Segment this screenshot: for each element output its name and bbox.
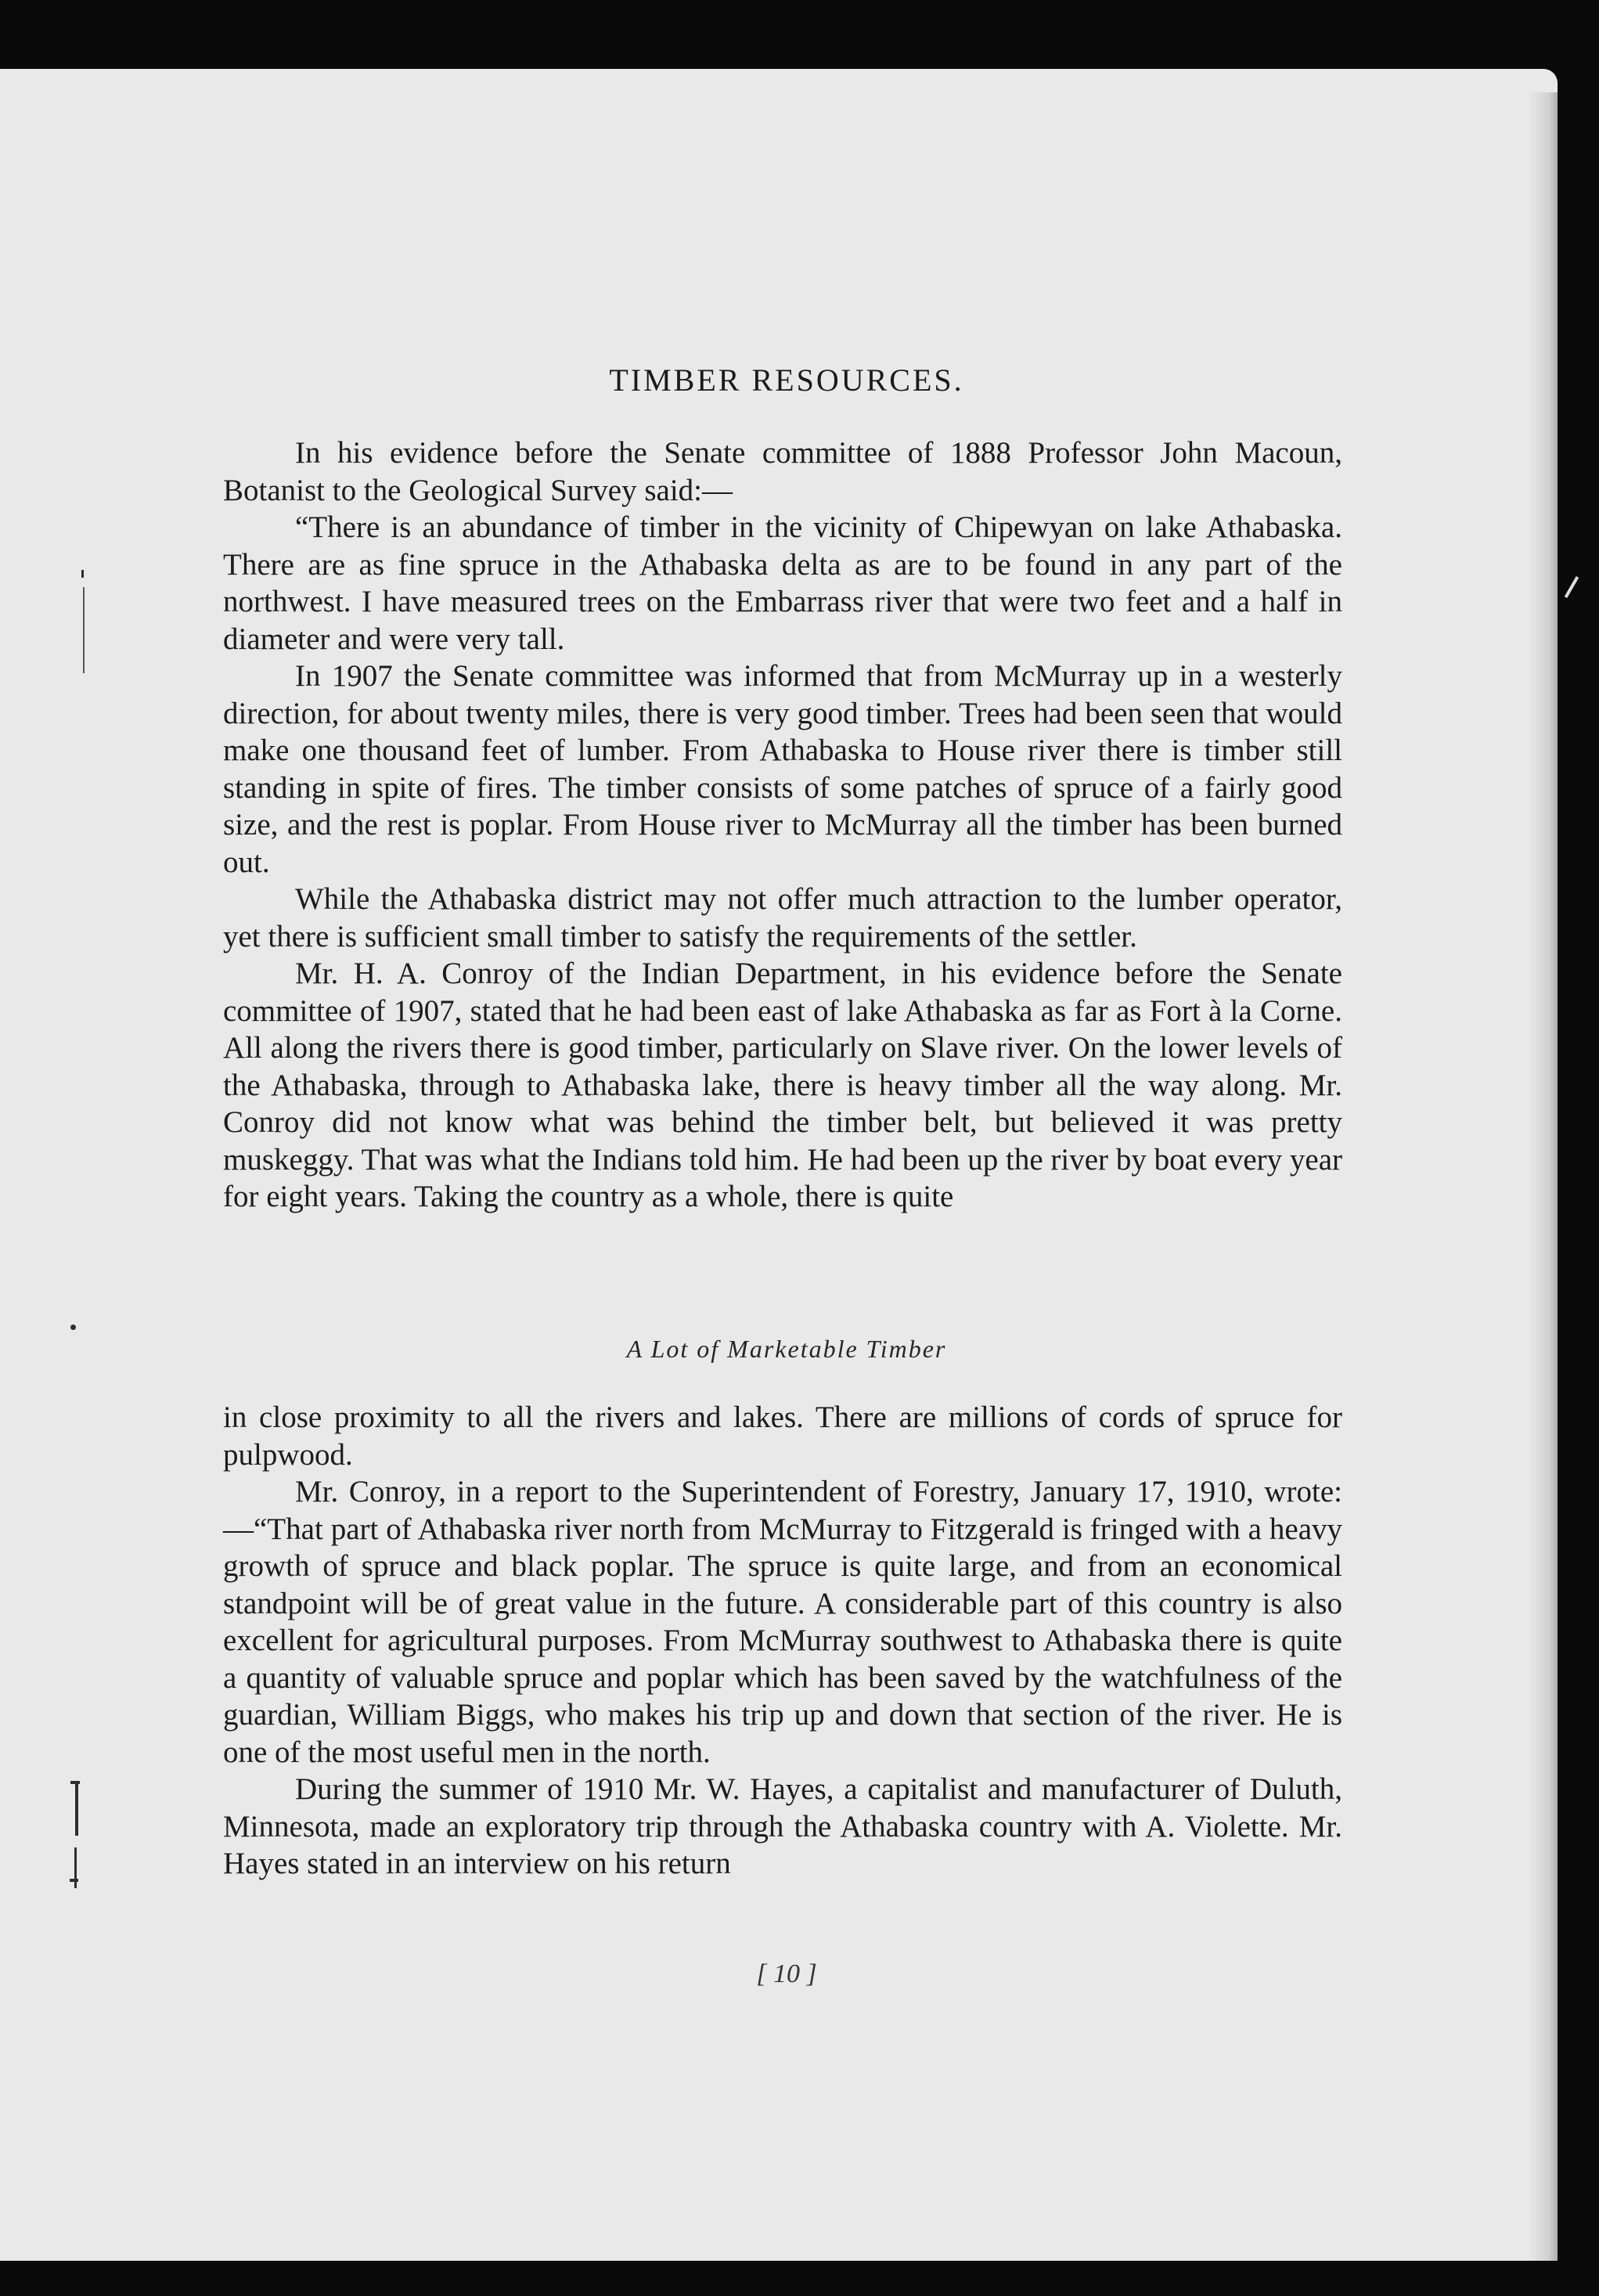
paragraph: In his evidence before the Senate committee of 1888 Professor John Macoun, Botanist to the Geological Survey said:— <box>223 436 1342 507</box>
paragraph: Mr. H. A. Conroy of the Indian Department, in his evidence before the Senate committee of 1907, stated that he had been east of lake Athabaska as far as Fort à la Corne. All along the rivers there is good timber, particularly on Slave river. On the lower levels of the Athabaska, through to Athabaska lake, there is heavy timber all the way along. Mr. Conroy did not know what was behind the timber belt, but believed it was pretty muskeggy. That was what the Indians told him. He had been up the river by boat every year for eight years. Taking the country as a whole, there is quite <box>223 957 1342 1213</box>
paragraph: “There is an abundance of timber in the vicinity of Chipewyan on lake Athabaska. There are as fine spruce in the Athabaska delta as are to be found in any part of the northwest. I have measured trees on the Embarrass river that were two feet and a half in diameter and were very tall. <box>223 510 1342 656</box>
section-subheading: A Lot of Marketable Timber <box>626 1335 947 1363</box>
page-number: [ 10 ] <box>756 1959 817 1988</box>
paragraph: While the Athabaska district may not offer much attraction to the lumber operator, yet there is sufficient small timber to satisfy the requirements of the settler. <box>223 882 1342 953</box>
paragraph: During the summer of 1910 Mr. W. Hayes, a capitalist and manufacturer of Duluth, Minnesota, made an exploratory trip through the Athabaska country with A. Violette. Mr. Hayes stated in an interview on his return <box>223 1772 1342 1880</box>
margin-bracket <box>70 1879 78 1882</box>
body-text-before-subheading <box>223 434 1342 1216</box>
paragraph: in close proximity to all the rivers and lakes. There are millions of cords of spruce for pulpwood. <box>223 1400 1342 1472</box>
margin-dot <box>70 1325 76 1330</box>
margin-bracket <box>74 1847 77 1888</box>
margin-bracket <box>70 1781 80 1784</box>
margin-bracket <box>75 1781 78 1836</box>
body-text-after-subheading <box>223 1399 1342 1883</box>
paragraph: In 1907 the Senate committee was informed that from McMurray up in a westerly direction, for about twenty miles, there is very good timber. Trees had been seen that would make one thousand feet of lumber. From Athabaska to House river there is timber still standing in spite of fires. The timber consists of some patches of spruce of a fairly good size, and the rest is poplar. From House river to McMurray all the timber has been burned out. <box>223 659 1342 879</box>
margin-mark <box>1565 576 1579 598</box>
page-title: TIMBER RESOURCES. <box>609 362 964 398</box>
margin-mark <box>81 570 84 578</box>
paragraph: Mr. Conroy, in a report to the Superintendent of Forestry, January 17, 1910, wrote:—“That part of Athabaska river north from McMurray to Fitzgerald is fringed with a heavy growth of spruce and black poplar. The spruce is quite large, and from an economical standpoint will be of great value in the future. A considerable part of this country is also excellent for agricultural purposes. From McMurray southwest to Athabaska there is quite a quantity of valuable spruce and poplar which has been saved by the watchfulness of the guardian, William Biggs, who makes his trip up and down that section of the river. He is one of the most useful men in the north. <box>223 1475 1342 1769</box>
page-edge-shadow <box>1528 92 1558 2261</box>
margin-mark <box>83 587 85 673</box>
